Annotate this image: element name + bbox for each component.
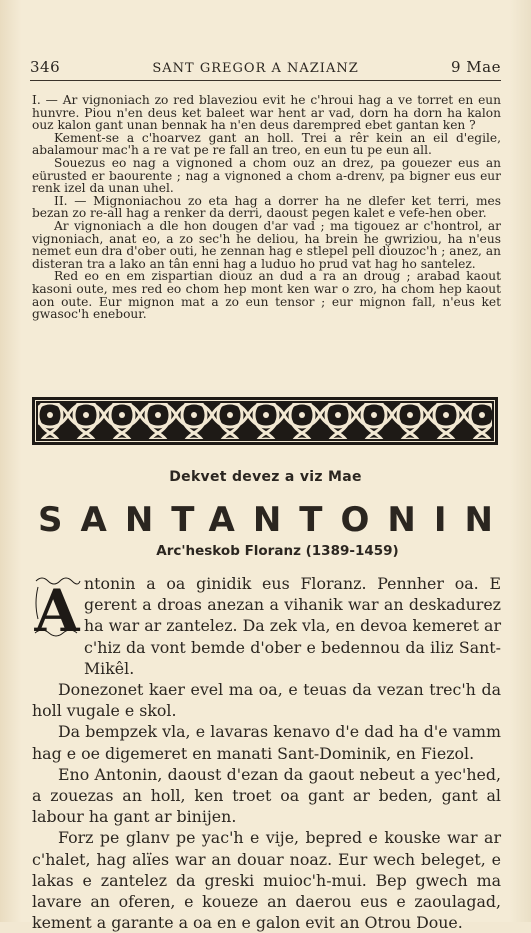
page-number: 346 bbox=[30, 58, 61, 76]
footnote-paragraph: II. — Mignoniachou zo eta hag a dorrer ha ne dlefer ket terri, mes bezan zo re-all hag a renker da derri, daoust pegen kalet e vefe-hen ober. bbox=[32, 193, 501, 221]
feast-date-line: Dekvet devez a viz Mae bbox=[169, 469, 362, 485]
body-paragraph: Eno Antonin, daoust d'ezan da gaout nebeut a yec'hed, a zouezas an holl, ken troet oa gant ar beden, gant al labour ha gant ar binijen. bbox=[32, 764, 501, 827]
footnote-paragraph: Souezus eo nag a vignoned a chom ouz an drez, pa gouezer eus an eürusted er baourente ; nag a vignoned a chom a-drenv, pa bigner eus eur renk izel da unan uhel. bbox=[32, 155, 501, 196]
title-letter: S bbox=[38, 500, 63, 540]
footnote-paragraph: I. — Ar vignoniach zo red blaveziou evit he c'hroui hag a ve torret en eun hunvre. Piou n'en deus ket baleet war hent ar vad, dorn ha dorn ha kalon ouz kalon gant unan bennak ha n'en deus darempred ebet gantan ken ? bbox=[32, 93, 501, 133]
title-letter: T bbox=[299, 500, 323, 540]
footnotes bbox=[32, 94, 501, 321]
running-header bbox=[30, 58, 501, 78]
title-letter: A bbox=[80, 500, 107, 540]
footnote-paragraph: Red eo en em zispartian diouz an dud a ra an droug ; arabad kaout kasoni oute, mes red eo chom hep mont ken war o zro, ha chom hep kaout aon oute. Eur mignon mat a zo eun tensor ; eur mignon fall, n'eus ket gwasoc'h enebour. bbox=[32, 269, 501, 322]
body-paragraph: Forz pe glanv pe yac'h e vije, bepred e kouske war ar c'halet, hag alïes war an douar noaz. Eur wech beleget, e lakas e zantelez da greski muioc'h-mui. Bep gwech ma lavare an oferen, e koueze an daerou eus e zaoulagad, kement a garante a oa en e galon evit an Otrou Doue. bbox=[32, 828, 501, 933]
article-body bbox=[32, 573, 501, 933]
title-letter: N bbox=[387, 500, 416, 540]
title-letter: I bbox=[433, 500, 447, 540]
title-letter: O bbox=[340, 500, 370, 540]
drop-cap-letter: A bbox=[34, 577, 80, 639]
title-letter: A bbox=[208, 500, 235, 540]
header-rule bbox=[30, 80, 501, 81]
celtic-knot-ornament bbox=[32, 397, 498, 445]
body-paragraph: Donezonet kaer evel ma oa, e teuas da vezan trec'h da holl vugale e skol. bbox=[32, 680, 501, 721]
body-paragraph: ntonin a oa ginidik eus Floranz. Pennher oa. E gerent a droas anezan a vihanik war an deskadurez ha war ar zantelez. Da zek vla, en devoa kemeret ar c'hiz da vont bemde d'ober e bedennou da iliz Sant-Mikêl. bbox=[84, 574, 501, 678]
footnote-paragraph: Kement-se a c'hoarvez gant an holl. Trei a rêr kein an eil d'egile, abalamour mac'h a re vat pe re fall an treo, en eun tu pe eun all. bbox=[32, 130, 501, 158]
title-letter: N bbox=[464, 500, 493, 540]
saint-title bbox=[38, 500, 493, 540]
footnote-paragraph: Ar vignoniach a dle hon dougen d'ar vad ; ma tigouez ar c'hontrol, ar vignoniach, anat eo, a zo sec'h he deliou, ha brein he gwriziou, ha n'eus nemet eun dra d'ober outi, he zennan hag e stlepel pell diouzoc'h ; anez, an disteran tra a lako an tân enni hag a luduo ho prud vat hag ho santelez. bbox=[32, 218, 501, 271]
title-letter: T bbox=[171, 500, 195, 540]
title-letter: N bbox=[124, 500, 154, 540]
header-date: 9 Mae bbox=[451, 58, 501, 76]
title-letter: N bbox=[252, 500, 282, 540]
saint-subtitle: Arc'heskob Floranz (1389-1459) bbox=[156, 543, 399, 559]
running-title: SANT GREGOR A NAZIANZ bbox=[152, 61, 359, 76]
body-paragraph: Da bempzek vla, e lavaras kenavo d'e dad ha d'e vamm hag e oe digemeret en manati Sant-Dominik, en Fiezol. bbox=[32, 722, 501, 763]
